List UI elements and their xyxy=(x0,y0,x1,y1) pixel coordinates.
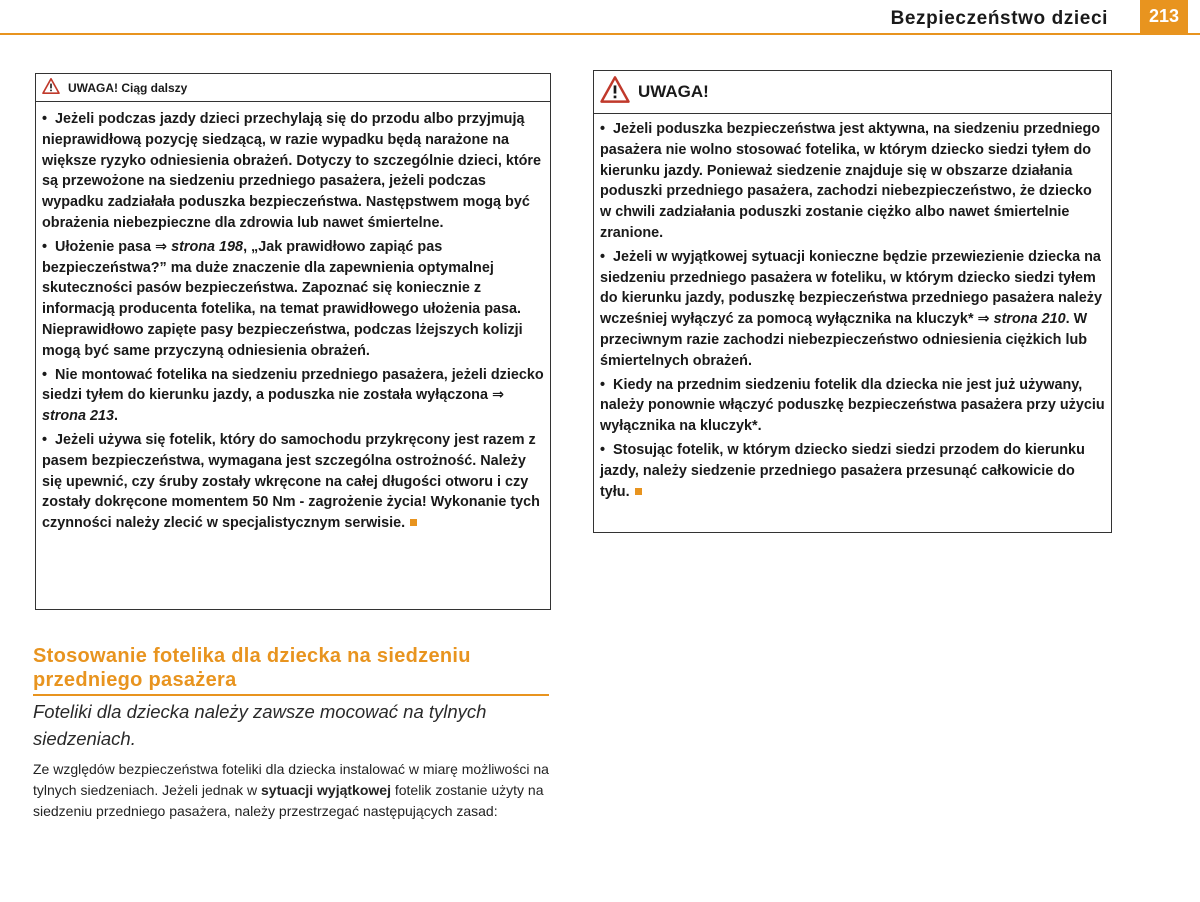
emphasis: sytuacji wyjątkowej xyxy=(261,782,391,798)
warning-bullet: • Nie montować fotelika na siedzeniu przedniego pasażera, jeżeli dziecko siedzi tyłem do kierunku jazdy, a poduszka nie została wyłączona ⇒ strona 213. xyxy=(42,365,544,427)
warning-bullet: • Stosując fotelik, w którym dziecko siedzi siedzi przodem do kierunku jazdy, należy siedzenie przedniego pasażera przesunąć całkowicie do tyłu. xyxy=(600,440,1105,502)
page-header-title: Bezpieczeństwo dzieci xyxy=(890,8,1108,29)
page-reference: ⇒ strona 213 xyxy=(42,387,505,425)
section-body: Ze względów bezpieczeństwa foteliki dla dziecka instalować w miarę możliwości na tylnych siedzeniach. Jeżeli jednak w sytuacji wyjątkowej fotelik zostanie użyty na siedzeniu przedniego pasażera, należy przestrzegać następujących zasad: xyxy=(33,761,549,819)
warning-bullet: • Kiedy na przednim siedzeniu fotelik dla dziecka nie jest już używany, należy ponownie włączyć poduszkę bezpieczeństwa pasażera przy użyciu wyłącznika na kluczyk*. xyxy=(600,375,1105,437)
end-square-icon xyxy=(410,519,417,526)
warning-heading: UWAGA! xyxy=(638,82,709,101)
warning-bullet: • Jeżeli w wyjątkowej sytuacji konieczne będzie przewiezienie dziecka na siedzeniu przedniego pasażera w foteliku, w którym dziecko siedzi tyłem do kierunku jazdy, poduszkę bezpieczeństwa przedniego pasażera należy wcześniej wyłączyć za pomocą wyłącznika na kluczyk* ⇒ strona 210. W przeciwnym razie zachodzi niebezpieczeństwo odniesienia ciężkich lub śmiertelnych obrażeń. xyxy=(600,247,1105,372)
page-reference: ⇒ strona 198 xyxy=(155,238,244,255)
warning-heading: UWAGA! Ciąg dalszy xyxy=(68,80,188,95)
page-number: 213 xyxy=(1140,0,1188,33)
warning-body xyxy=(594,114,1111,502)
warning-box xyxy=(593,70,1112,533)
warning-box-header xyxy=(36,74,550,102)
section-heading: Stosowanie fotelika dla dziecka na siedzeniu przedniego pasażera xyxy=(33,644,549,696)
warning-bullet: • Jeżeli używa się fotelik, który do samochodu przykręcony jest razem z pasem bezpieczeństwa, wymagana jest szczególna ostrożność. Należy się upewnić, czy śruby zostały wkręcone na całej długości otworu i czy zostały dokręcone momentem 50 Nm - zagrożenie życia! Wykonanie tych czynności należy zlecić w specjalistycznym serwisie. xyxy=(42,430,544,534)
header-rule xyxy=(0,33,1200,35)
page-reference: ⇒ strona 210 xyxy=(977,311,1066,328)
warning-bullet: • Jeżeli podczas jazdy dzieci przechylają się do przodu albo przyjmują nieprawidłową pozycję siedzącą, w razie wypadku będą narażone na większe ryzyko odniesienia obrażeń. Dotyczy to szczególnie dzieci, które są przewożone na siedzeniu przedniego pasażera, jeżeli podczas wypadku zadziałała poduszka bezpieczeństwa. Następstwem mogą być obrażenia niebezpieczne dla zdrowia lub nawet śmiertelne. xyxy=(42,109,544,234)
warning-triangle-icon xyxy=(42,78,60,97)
warning-bullet: • Ułożenie pasa ⇒ strona 198, „Jak prawidłowo zapiąć pas bezpieczeństwa?” ma duże znaczenie dla zapewnienia optymalnej skuteczności pasów bezpieczeństwa. Zapoznać się koniecznie z informacją producenta fotelika, na temat prawidłowego ułożenia pasa. Nieprawidłowo zapięte pasy bezpieczeństwa, podczas lżejszych kolizji mogą być same przyczyną odniesienia obrażeń. xyxy=(42,237,544,362)
warning-body xyxy=(36,102,550,534)
section-intro: Foteliki dla dziecka należy zawsze mocować na tylnych siedzeniach. xyxy=(33,701,487,749)
end-square-icon xyxy=(635,488,642,495)
warning-triangle-icon xyxy=(600,76,630,108)
warning-box-continued xyxy=(35,73,551,610)
warning-bullet: • Jeżeli poduszka bezpieczeństwa jest aktywna, na siedzeniu przedniego pasażera nie wolno stosować fotelika, w którym dziecko siedzi tyłem do kierunku jazdy. Ponieważ siedzenie znajduje się w obszarze działania poduszki przedniego pasażera, zachodzi niebezpieczeństwo, że dziecko w chwili zadziałania poduszki zostanie ciężko albo nawet śmiertelnie zranione. xyxy=(600,119,1105,244)
warning-box-header xyxy=(594,71,1111,114)
